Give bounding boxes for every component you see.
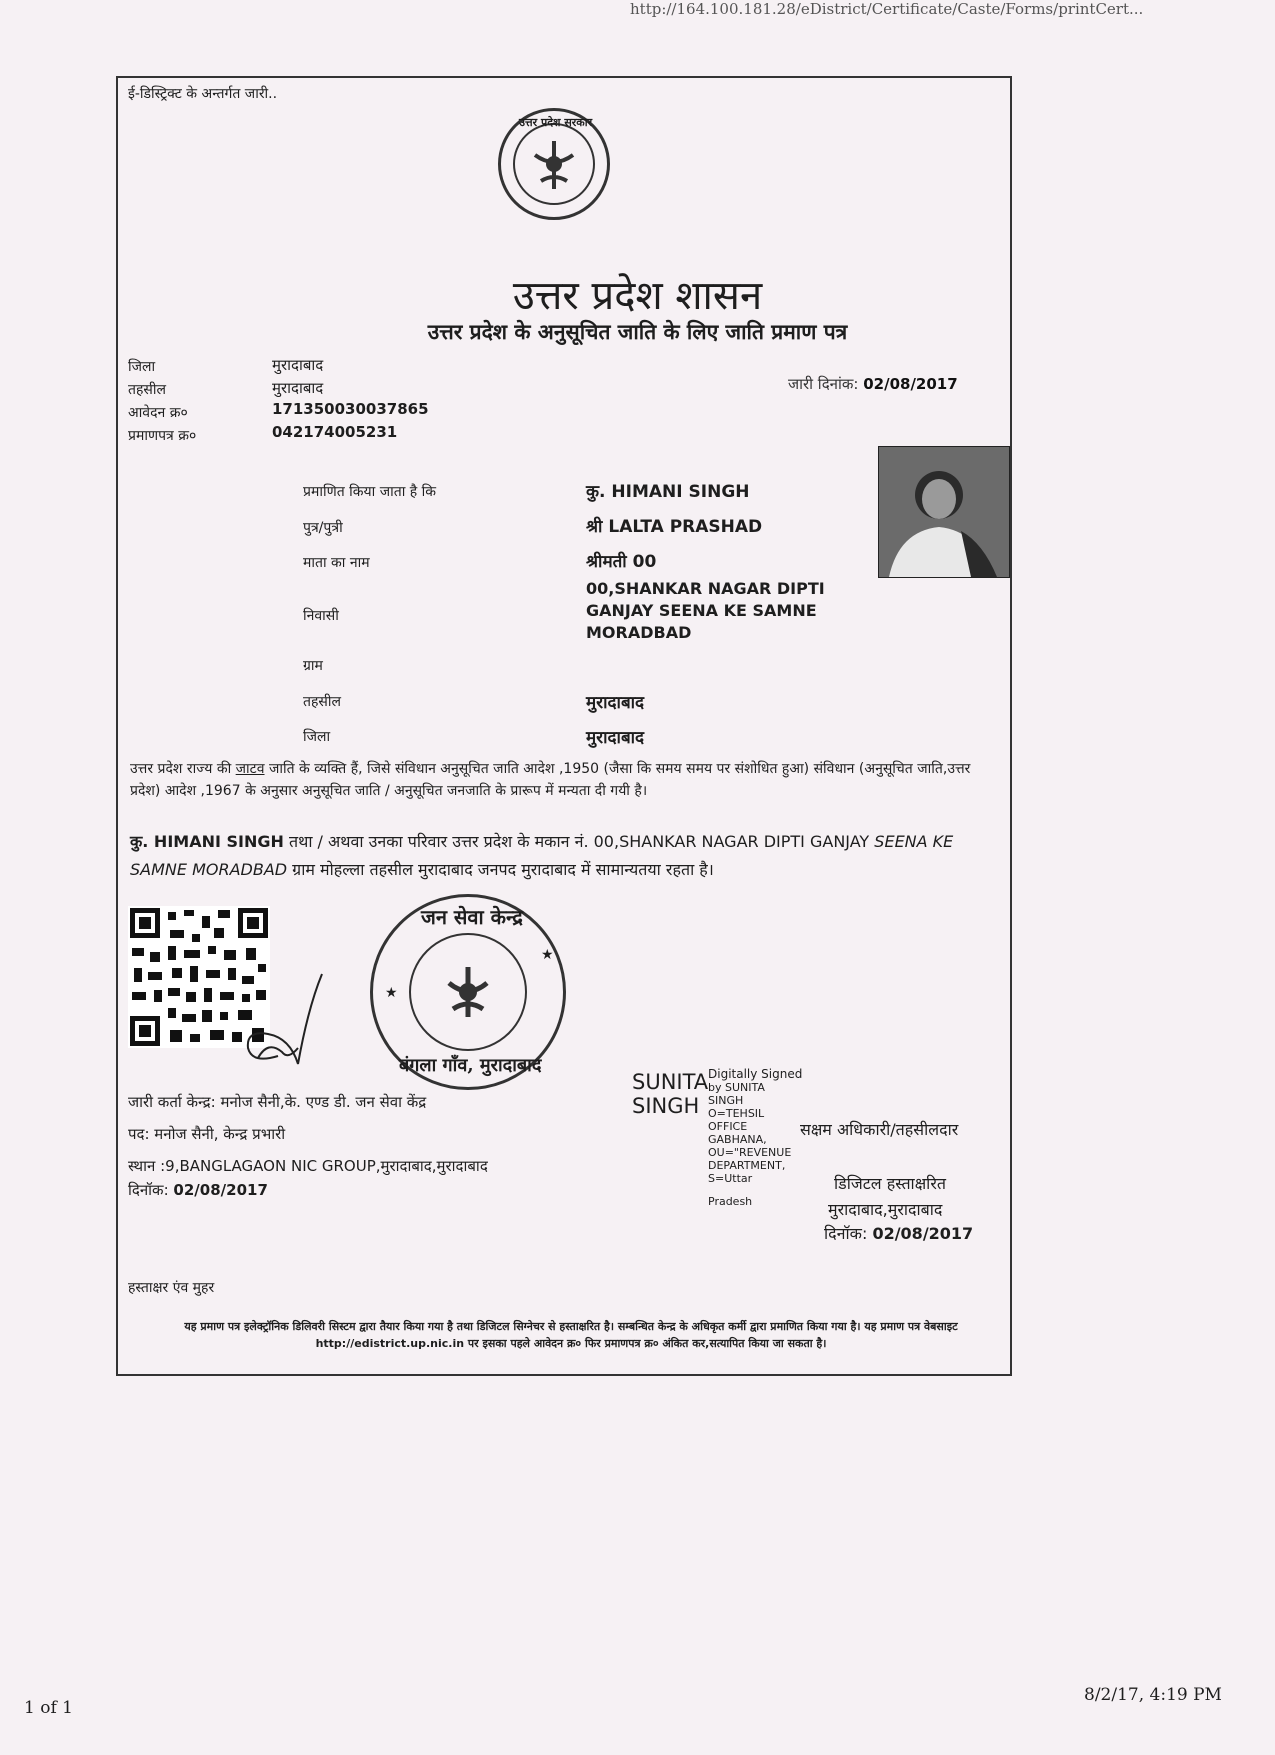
tehsil-label: तहसील	[128, 382, 166, 398]
caste-declaration-paragraph: उत्तर प्रदेश राज्य की जाटव जाति के व्यक्ति हैं, जिसे संविधान अनुसूचित जाति आदेश ,1950 (जैसा कि समय समय पर संशोधित हुआ) संविधान (अनुसूचित जाति,उत्तर प्रदेश) आदेश ,1967 के अनुसार अनुसूचित जाति / अनुसूचित जनजाति के प्रारूप में मन्यता दी गयी है।	[130, 761, 971, 799]
village-label: ग्राम	[303, 658, 323, 674]
application-number: 171350030037865	[272, 400, 429, 418]
digitally-signed-label: डिजिटल हस्ताक्षरित	[834, 1174, 946, 1193]
issuer-date-value: 02/08/2017	[173, 1181, 268, 1199]
footer-note: यह प्रमाण पत्र इलेक्ट्रॉनिक डिलिवरी सिस्टम द्वारा तैयार किया गया है तथा डिजिटल सिग्नेचर से हस्ताक्षरित है। सम्बन्धित केन्द्र के अधिकृत कर्मी द्वारा प्रमाणित किया गया है। यह प्रमाण पत्र वेबसाइट http://edistrict.up.nic.in पर इसका पहले आवेदन क्र० फिर प्रमाणपत्र क्र० अंकित कर,सत्यापित किया जा सकता है।	[184, 1320, 958, 1350]
issue-date-value: 02/08/2017	[863, 375, 958, 393]
issuer-post: पद: मनोज सैनी, केन्द्र प्रभारी	[128, 1125, 286, 1143]
certificate-title: उत्तर प्रदेश के अनुसूचित जाति के लिए जाति प्रमाण पत्र	[427, 319, 848, 344]
star-icon: ★	[385, 985, 398, 1001]
issuer-date: दिनॉक: 02/08/2017	[128, 1181, 268, 1199]
emblem-label: उत्तर प्रदेश सरकार	[519, 116, 593, 129]
up-emblem-seal	[498, 108, 610, 220]
issue-date-label: जारी दिनांक:	[788, 375, 859, 393]
resident-address	[586, 578, 876, 644]
tehsil-value: मुरादाबाद	[272, 379, 324, 397]
mother-label: माता का नाम	[303, 555, 370, 571]
authority-place: मुरादाबाद,मुरादाबाद	[828, 1200, 943, 1219]
star-icon: ★	[541, 947, 554, 963]
tehsil-field-label: तहसील	[303, 694, 341, 710]
stamp-top-text: जन सेवा केन्द्र	[421, 905, 523, 929]
district-label: जिला	[128, 359, 156, 375]
address-line-3: MORADBAD	[586, 623, 692, 642]
address-line-2: GANJAY SEENA KE SAMNE	[586, 601, 817, 620]
url-header: http://164.100.181.28/eDistrict/Certificate/Caste/Forms/printCert...	[630, 0, 1144, 18]
tehsil-field-value: मुरादाबाद	[586, 693, 645, 713]
government-title: उत्तर प्रदेश शासन	[512, 273, 763, 319]
district-field-value: मुरादाबाद	[586, 728, 645, 748]
resident-name: कु. HIMANI SINGH	[130, 832, 284, 851]
stamp-emblem-icon	[419, 943, 517, 1041]
application-label: आवेदन क्र०	[128, 405, 188, 421]
resident-label: निवासी	[303, 608, 339, 624]
district-field-label: जिला	[303, 729, 331, 745]
address-line-1: 00,SHANKAR NAGAR DIPTI	[586, 579, 825, 598]
authority-date-value: 02/08/2017	[872, 1224, 974, 1243]
issuer-place: स्थान :9,BANGLAGAON NIC GROUP,मुरादाबाद,मुरादाबाद	[128, 1157, 488, 1175]
issuing-center: जारी कर्ता केन्द्र: मनोज सैनी,के. एण्ड डी. जन सेवा केंद्र	[128, 1093, 427, 1111]
page-number: 1 of 1	[24, 1698, 73, 1718]
digital-signature-details: Digitally Signed by SUNITA SINGH O=TEHSIL OFFICE GABHANA, OU="REVENUE DEPARTMENT, S=Uttar Pradesh	[708, 1067, 803, 1208]
child-of-label: पुत्र/पुत्री	[303, 520, 343, 536]
applicant-photo	[878, 446, 1010, 578]
certified-label: प्रमाणित किया जाता है कि	[303, 484, 437, 500]
residence-paragraph: कु. HIMANI SINGH तथा / अथवा उनका परिवार उत्तर प्रदेश के मकान नं. 00,SHANKAR NAGAR DIPTI GANJAY SEENA KE SAMNE MORADBAD ग्राम मोहल्ला तहसील मुरादाबाद जनपद मुरादाबाद में सामान्यतया रहता है।	[130, 832, 954, 879]
district-value: मुरादाबाद	[272, 356, 324, 374]
stamp-bottom-text: बंगला गाँव, मुरादाबाद	[399, 1055, 542, 1076]
certificate-number: 042174005231	[272, 423, 398, 441]
signer-name: SUNITA SINGH	[632, 1070, 709, 1118]
certificate-label: प्रमाणपत्र क्र०	[128, 428, 197, 444]
caste-name: जाटव	[235, 761, 265, 777]
issue-date	[788, 374, 958, 394]
mother-name: श्रीमती 00	[586, 552, 657, 572]
authority-date: दिनॉक: 02/08/2017	[824, 1224, 974, 1243]
handwritten-signature	[238, 968, 348, 1078]
authority-title: सक्षम अधिकारी/तहसीलदार	[800, 1120, 959, 1139]
applicant-name: कु. HIMANI SINGH	[586, 482, 750, 502]
jan-seva-kendra-stamp	[370, 894, 566, 1090]
print-timestamp: 8/2/17, 4:19 PM	[1084, 1685, 1222, 1705]
person-photo-icon	[879, 447, 1009, 577]
issued-under-text: ई-डिस्ट्रिक्ट के अन्तर्गत जारी..	[128, 86, 278, 102]
signature-and-seal-label: हस्ताक्षर एंव मुहर	[128, 1280, 215, 1296]
father-name: श्री LALTA PRASHAD	[586, 517, 763, 537]
